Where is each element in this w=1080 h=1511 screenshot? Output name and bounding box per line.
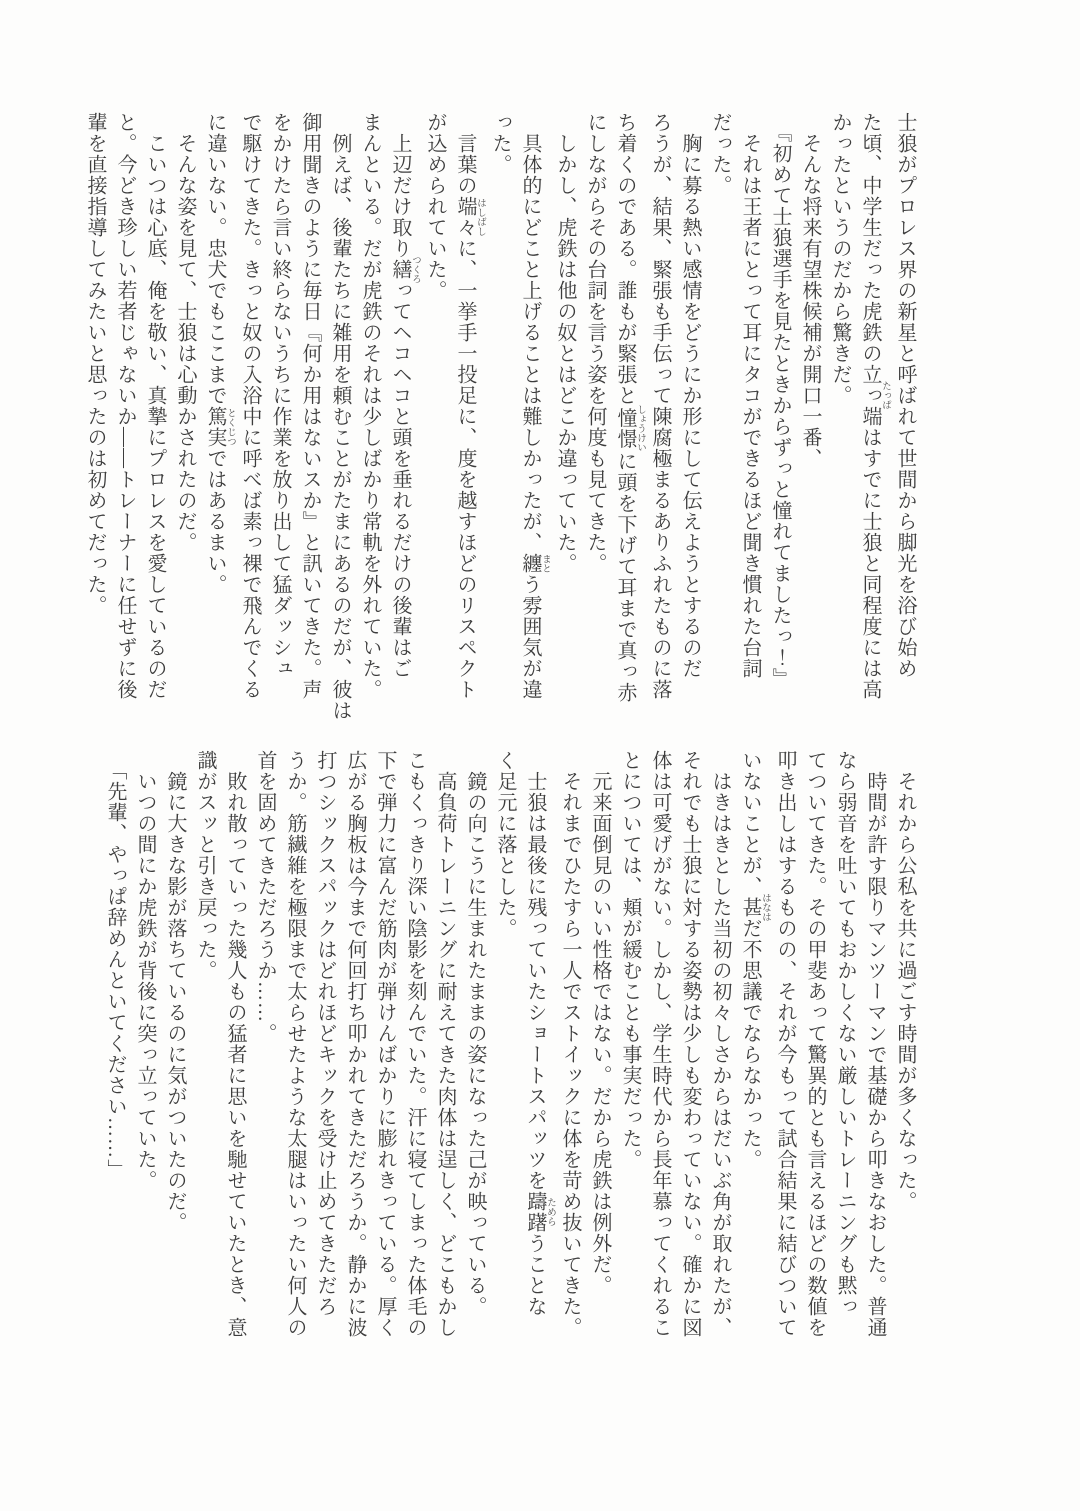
text-column: 体は可愛げがない。しかし、学生時代から長年慕ってくれるこ [649, 750, 671, 1338]
text-column: 叩き出しはするものの、それが今もって試合結果に結びついて [774, 750, 796, 1338]
text-column: と。今どき珍しい若者じゃないか――トレーナーに任せずに後 [114, 112, 136, 700]
text-column: はきはきとした当初の初々しさからはだいぶ角が取れたが、 [709, 771, 731, 1338]
text-column: いつの間にか虎鉄が背後に突っ立っていた。 [134, 771, 156, 1191]
top-text-block [80, 112, 920, 721]
text-column: 識がスッと引き戻った。 [194, 750, 216, 981]
text-column: に違いない。忠犬でもここまで篤実 とくじつではあるまい。 [204, 112, 235, 595]
text-column: そんな将来有望株候補が開口一番、 [799, 133, 821, 469]
text-column: 例えば、後輩たちに雑用を頼むことがたまにあるのだが、彼は [329, 133, 351, 721]
text-column: ち着くのである。誰もが緊張と憧憬 しょうけいに頭を下げて耳まで真っ赤 [614, 112, 645, 703]
text-column: 具体的にどこと上げることは難しかったが、纏 まとう雰囲気が違 [519, 133, 550, 700]
ruby-annotation: 甚 はなは [739, 893, 770, 922]
ruby-annotation: 憧憬 しょうけい [614, 404, 645, 453]
bottom-text-block [100, 750, 920, 1344]
text-column: なら弱音を吐いてもおかしくない厳しいトレーニングも黙っ [834, 750, 856, 1317]
text-column: 御用聞きのように毎日『何か用はないスか』と訊いてきた。声 [299, 112, 321, 700]
text-column: だった。 [709, 112, 731, 196]
text-column: にしながらその台詞を言う姿を何度も見てきた。 [584, 112, 606, 574]
text-column: 胸に募る熱い感情をどうにか形にして伝えようとするのだ [679, 133, 701, 679]
text-column: 打つシックスパックはどれほどキックを受け止めてきただろ [314, 750, 336, 1317]
text-column: 鏡に大きな影が落ちているのに気がついたのだ。 [164, 771, 186, 1233]
text-column: てついてきた。その甲斐あって驚異的とも言えるほどの数値を [804, 750, 826, 1338]
text-column: 広がる胸板は今まで何回打ち叩かれてきただろうか。静かに波 [344, 750, 366, 1338]
text-column: 士狼がプロレス界の新星と呼ばれて世間から脚光を浴び始め [894, 112, 916, 679]
text-column: 上辺だけ取り繕 つくろってヘコヘコと頭を垂れるだけの後輩はご [389, 133, 420, 679]
ruby-annotation: 繕 つくろ [389, 255, 420, 284]
text-column: 「先輩、やっぱ辞めんといてください……」 [104, 760, 126, 1180]
ruby-annotation: 纏 まと [519, 553, 550, 574]
text-column: 『初めて士狼選手を見たときからずっと憧れてましたっ！』 [769, 122, 791, 689]
text-column: まんといる。だが虎鉄のそれは少しばかり常軌を外れていた。 [359, 112, 381, 700]
text-column: 首を固めてきただろうか……。 [254, 750, 276, 1044]
text-column: た頃、中学生だった虎鉄の立っ端 たっぱはすでに士狼と同程度には高 [859, 112, 890, 700]
text-column: で駆けてきた。きっと奴の入浴中に呼べば素っ裸で飛んでくる [239, 112, 261, 700]
text-column: 敗れ散っていった幾人もの猛者に思いを馳せていたとき、意 [224, 771, 246, 1338]
text-column: こいつは心底、俺を敬い、真摯にプロレスを愛しているのだ [144, 133, 166, 700]
ruby-annotation: 躊躇 ためら [524, 1191, 555, 1233]
text-column: いないことが、甚 はなはだ不思議でならなかった。 [739, 750, 770, 1170]
text-column: をかけたら言い終らないうちに作業を放り出して猛ダッシュ [269, 112, 291, 679]
text-column: ろうが、結果、緊張も手伝って陳腐極まるありふれたものに落 [649, 112, 671, 700]
text-column: それから公私を共に過ごす時間が多くなった。 [894, 771, 916, 1212]
text-column: 元来面倒見のいい性格ではない。だから虎鉄は例外だ。 [589, 771, 611, 1296]
text-column: が込められていた。 [424, 112, 446, 301]
ruby-annotation: 篤実 とくじつ [204, 406, 235, 448]
text-column: 言葉の端々 はしばしに、一挙手一投足に、度を越すほどのリスペクト [454, 133, 485, 700]
text-column: 下で弾力に富んだ筋肉が弾けんばかりに膨れきっている。厚く [374, 750, 396, 1338]
text-column: しかし、虎鉄は他の奴とはどこか違っていた。 [554, 133, 576, 574]
text-column: それは王者にとって耳にタコができるほど聞き慣れた台詞 [739, 133, 761, 679]
text-column: 士狼は最後に残っていたショートスパッツを躊躇 ためらうことな [524, 771, 555, 1317]
ruby-annotation: 端々 はしばし [454, 196, 485, 238]
text-column: 鏡の向こうに生まれたままの姿になった己が映っている。 [464, 771, 486, 1317]
text-column: とについては、頬が緩むことも事実だった。 [619, 750, 641, 1170]
text-column: うか。筋繊維を極限まで太らせたような太腿はいったい何人の [284, 750, 306, 1338]
text-column: こもくっきり深い陰影を刻んでいた。汗に寝てしまった体毛の [404, 750, 426, 1338]
text-column: かったというのだから驚きだ。 [829, 112, 851, 406]
text-column: それでも士狼に対する姿勢は少しも変わっていない。確かに図 [679, 750, 701, 1338]
text-column: そんな姿を見て、士狼は心動かされたのだ。 [174, 133, 196, 553]
text-column: く足元に落とした。 [494, 750, 516, 939]
text-column: った。 [489, 112, 511, 175]
text-column: それまでひたすら一人でストイックに体を苛め抜いてきた。 [559, 771, 581, 1338]
ruby-annotation: 立っ端 たっぱ [859, 364, 890, 427]
text-column: 輩を直接指導してみたいと思ったのは初めてだった。 [84, 112, 106, 616]
text-column: 高負荷トレーニングに耐えてきた肉体は逞しく、どこもかし [434, 771, 456, 1338]
text-column: 時間が許す限りマンツーマンで基礎から叩きなおした。普通 [864, 771, 886, 1338]
